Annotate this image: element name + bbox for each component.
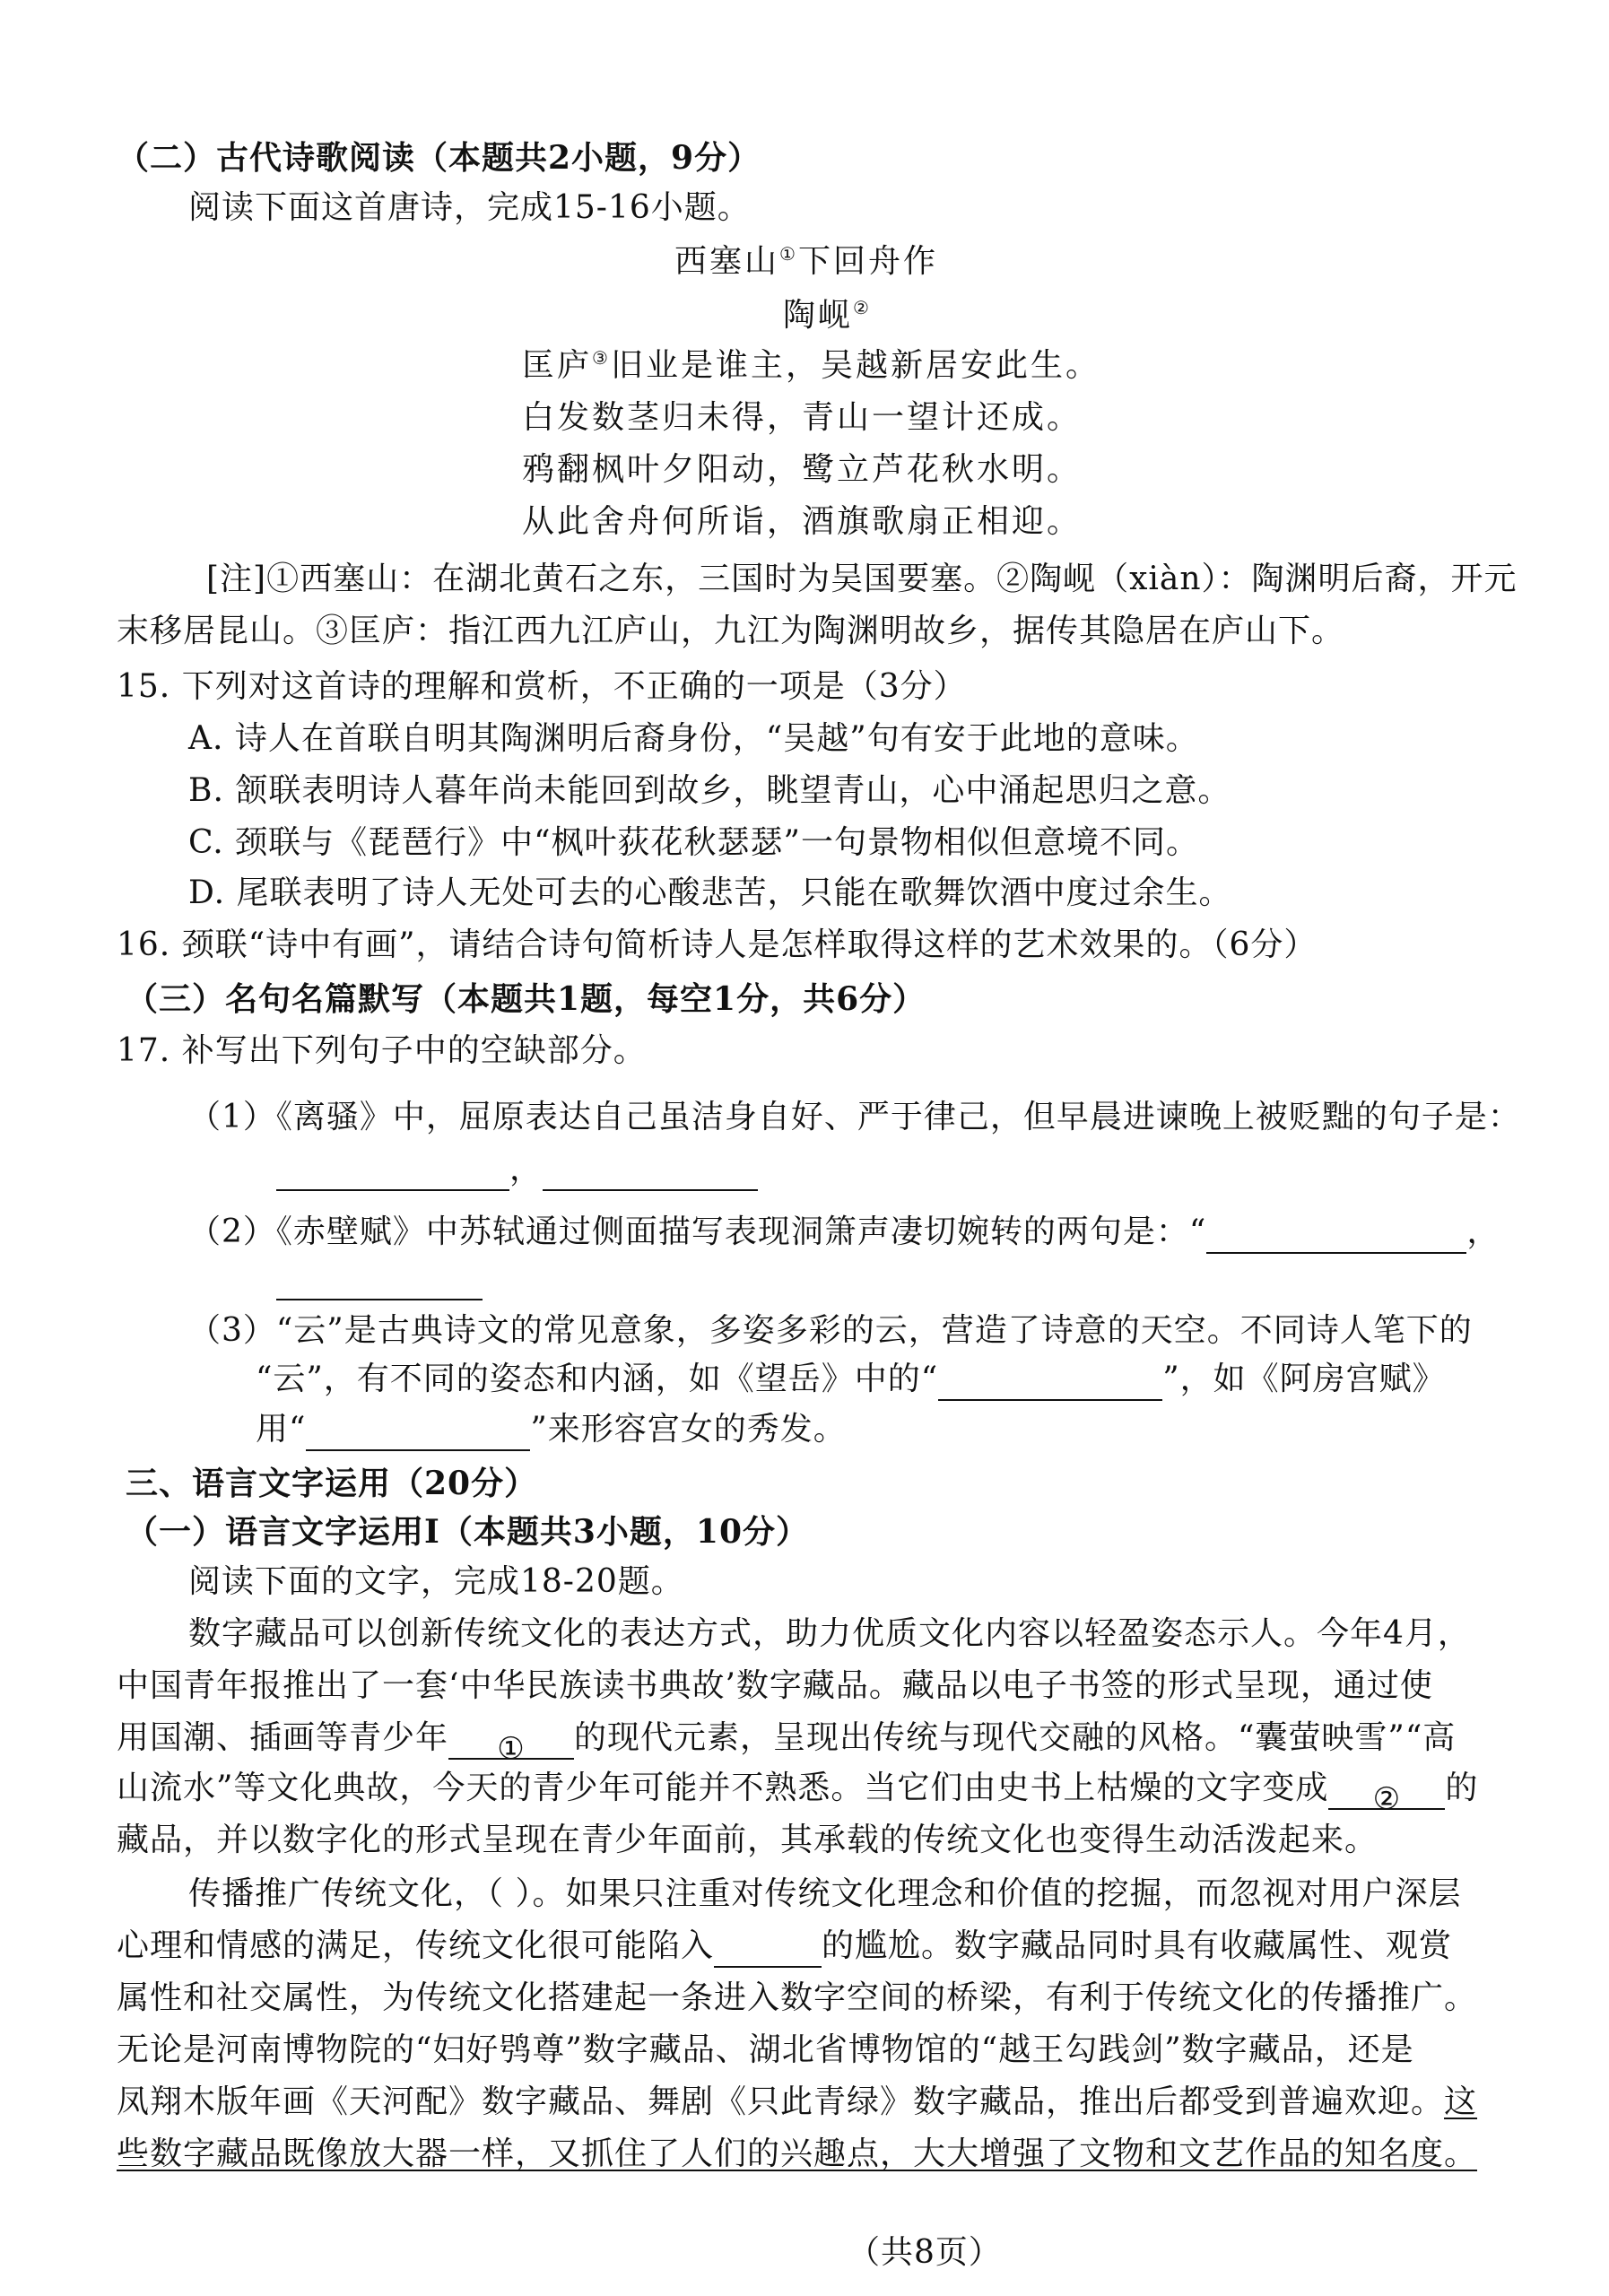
poem-line-2: 白发数茎归未得，青山一望计还成。 (522, 399, 1083, 436)
question-16: 16. 颈联“诗中有画”，请结合诗句简析诗人是怎样取得这样的艺术效果的。（6分） (117, 926, 1318, 963)
passage-2-line-5: 凤翔木版年画《天河配》数字藏品、舞剧《只此青绿》数字藏品，推出后都受到普遍欢迎。这 (117, 2083, 1478, 2120)
answer-blank[interactable] (1206, 1222, 1466, 1254)
blank-3[interactable] (714, 1935, 822, 1968)
passage-1-line-3: 用国潮、插画等青少年 ① 的现代元素，呈现出传统与现代交融的风格。“囊萤映雪”“高 (117, 1719, 1457, 1767)
q15-option-d: D. 尾联表明了诗人无处可去的心酸悲苦，只能在歌舞饮酒中度过余生。 (188, 874, 1232, 911)
passage-2-line-2: 心理和情感的满足，传统文化很可能陷入 的尴尬。数字藏品同时具有收藏属性、观赏 (117, 1925, 1452, 1968)
q15-option-c: C. 颈联与《琵琶行》中“枫叶荻花秋瑟瑟”一句景物相似但意境不同。 (188, 824, 1199, 861)
part-3-title: 三、语言文字运用（20分） (126, 1465, 538, 1502)
poem-author: 陶岘② (783, 297, 872, 334)
section-2-title: （二）古代诗歌阅读（本题共2小题，9分） (117, 139, 761, 177)
passage-1-line-2: 中国青年报推出了一套‘中华民族读书典故’数字藏品。藏品以电子书签的形式呈现，通过使 (117, 1667, 1433, 1704)
poem-line-1: 匡庐③旧业是谁主，吴越新居安此生。 (522, 347, 1100, 384)
passage-2-line-3: 属性和社交属性，为传统文化搭建起一条进入数字空间的桥梁，有利于传统文化的传播推广。 (117, 1979, 1478, 2016)
passage-2-line-4: 无论是河南博物院的“妇好鸮尊”数字藏品、湖北省博物馆的“越王勾践剑”数字藏品，还是 (117, 2031, 1414, 2068)
q17-2-answer-line (276, 1257, 483, 1300)
q17-3-prompt-line-1: （3）“云”是古典诗文的常见意象，多姿多彩的云，营造了诗意的天空。不同诗人笔下的 (188, 1312, 1473, 1349)
blank-1[interactable]: ① (448, 1727, 574, 1760)
question-15: 15. 下列对这首诗的理解和赏析，不正确的一项是（3分） (117, 668, 967, 705)
answer-blank[interactable] (276, 1159, 509, 1191)
section-3-title: （三）名句名篇默写（本题共1题，每空1分，共6分） (126, 980, 926, 1018)
question-17: 17. 补写出下列句子中的空缺部分。 (117, 1032, 647, 1069)
answer-blank[interactable] (306, 1419, 530, 1451)
q17-2-prompt: （2）《赤壁赋》中苏轼通过侧面描写表现洞箫声凄切婉转的两句是：“ ， (188, 1211, 1500, 1254)
passage-2-line-1: 传播推广传统文化，（ ）。如果只注重对传统文化理念和价值的挖掘，而忽视对用户深层 (188, 1875, 1462, 1912)
answer-blank[interactable] (543, 1159, 758, 1191)
underlined-sentence: 这 (1444, 2083, 1478, 2120)
answer-blank[interactable] (938, 1369, 1162, 1401)
poem-note-line-2: 末移居昆山。③匡庐：指江西九江庐山，九江为陶渊明故乡，据传其隐居在庐山下。 (117, 613, 1345, 649)
q17-1-prompt: （1）《离骚》中，屈原表达自己虽洁身自好、严于律己，但早晨进谏晚上被贬黜的句子是： (188, 1099, 1521, 1135)
page-footer: （共8页） (848, 2234, 1002, 2271)
passage-1-line-4: 山流水”等文化典故，今天的青少年可能并不熟悉。当它们由史书上枯燥的文字变成 ② 的 (117, 1770, 1479, 1817)
poem-line-4: 从此舍舟何所诣，酒旗歌扇正相迎。 (522, 503, 1083, 540)
q17-1-answers: ， (276, 1148, 758, 1191)
subsection-1-intro: 阅读下面的文字，完成18-20题。 (188, 1563, 684, 1600)
passage-1-line-1: 数字藏品可以创新传统文化的表达方式，助力优质文化内容以轻盈姿态示人。今年4月， (188, 1615, 1471, 1652)
section-2-intro: 阅读下面这首唐诗，完成15-16小题。 (188, 189, 751, 226)
poem-line-3: 鸦翻枫叶夕阳动，鹭立芦花秋水明。 (522, 451, 1083, 488)
q17-3-prompt-line-3: 用“ ”来形容宫女的秀发。 (256, 1408, 847, 1451)
subsection-1-title: （一）语言文字运用Ⅰ（本题共3小题，10分） (126, 1513, 809, 1551)
poem-note-line-1: [注]①西塞山：在湖北黄石之东，三国时为吴国要塞。②陶岘（xiàn）：陶渊明后裔，开元 (206, 561, 1518, 597)
blank-2[interactable]: ② (1328, 1778, 1445, 1810)
q17-3-prompt-line-2: “云”，有不同的姿态和内涵，如《望岳》中的“ ”，如《阿房宫赋》 (256, 1358, 1446, 1401)
passage-2-line-6-underlined: 些数字藏品既像放大器一样，又抓住了人们的兴趣点，大大增强了文物和文艺作品的知名度。 (117, 2135, 1478, 2172)
passage-1-line-5: 藏品，并以数字化的形式呈现在青少年面前，其承载的传统文化也变得生动活泼起来。 (117, 1822, 1379, 1858)
q15-option-b: B. 颔联表明诗人暮年尚未能回到故乡，眺望青山，心中涌起思归之意。 (188, 772, 1231, 809)
q15-option-a: A. 诗人在首联自明其陶渊明后裔身份，“吴越”句有安于此地的意味。 (188, 720, 1199, 757)
answer-blank[interactable] (276, 1268, 483, 1300)
poem-title: 西塞山①下回舟作 (674, 243, 938, 280)
